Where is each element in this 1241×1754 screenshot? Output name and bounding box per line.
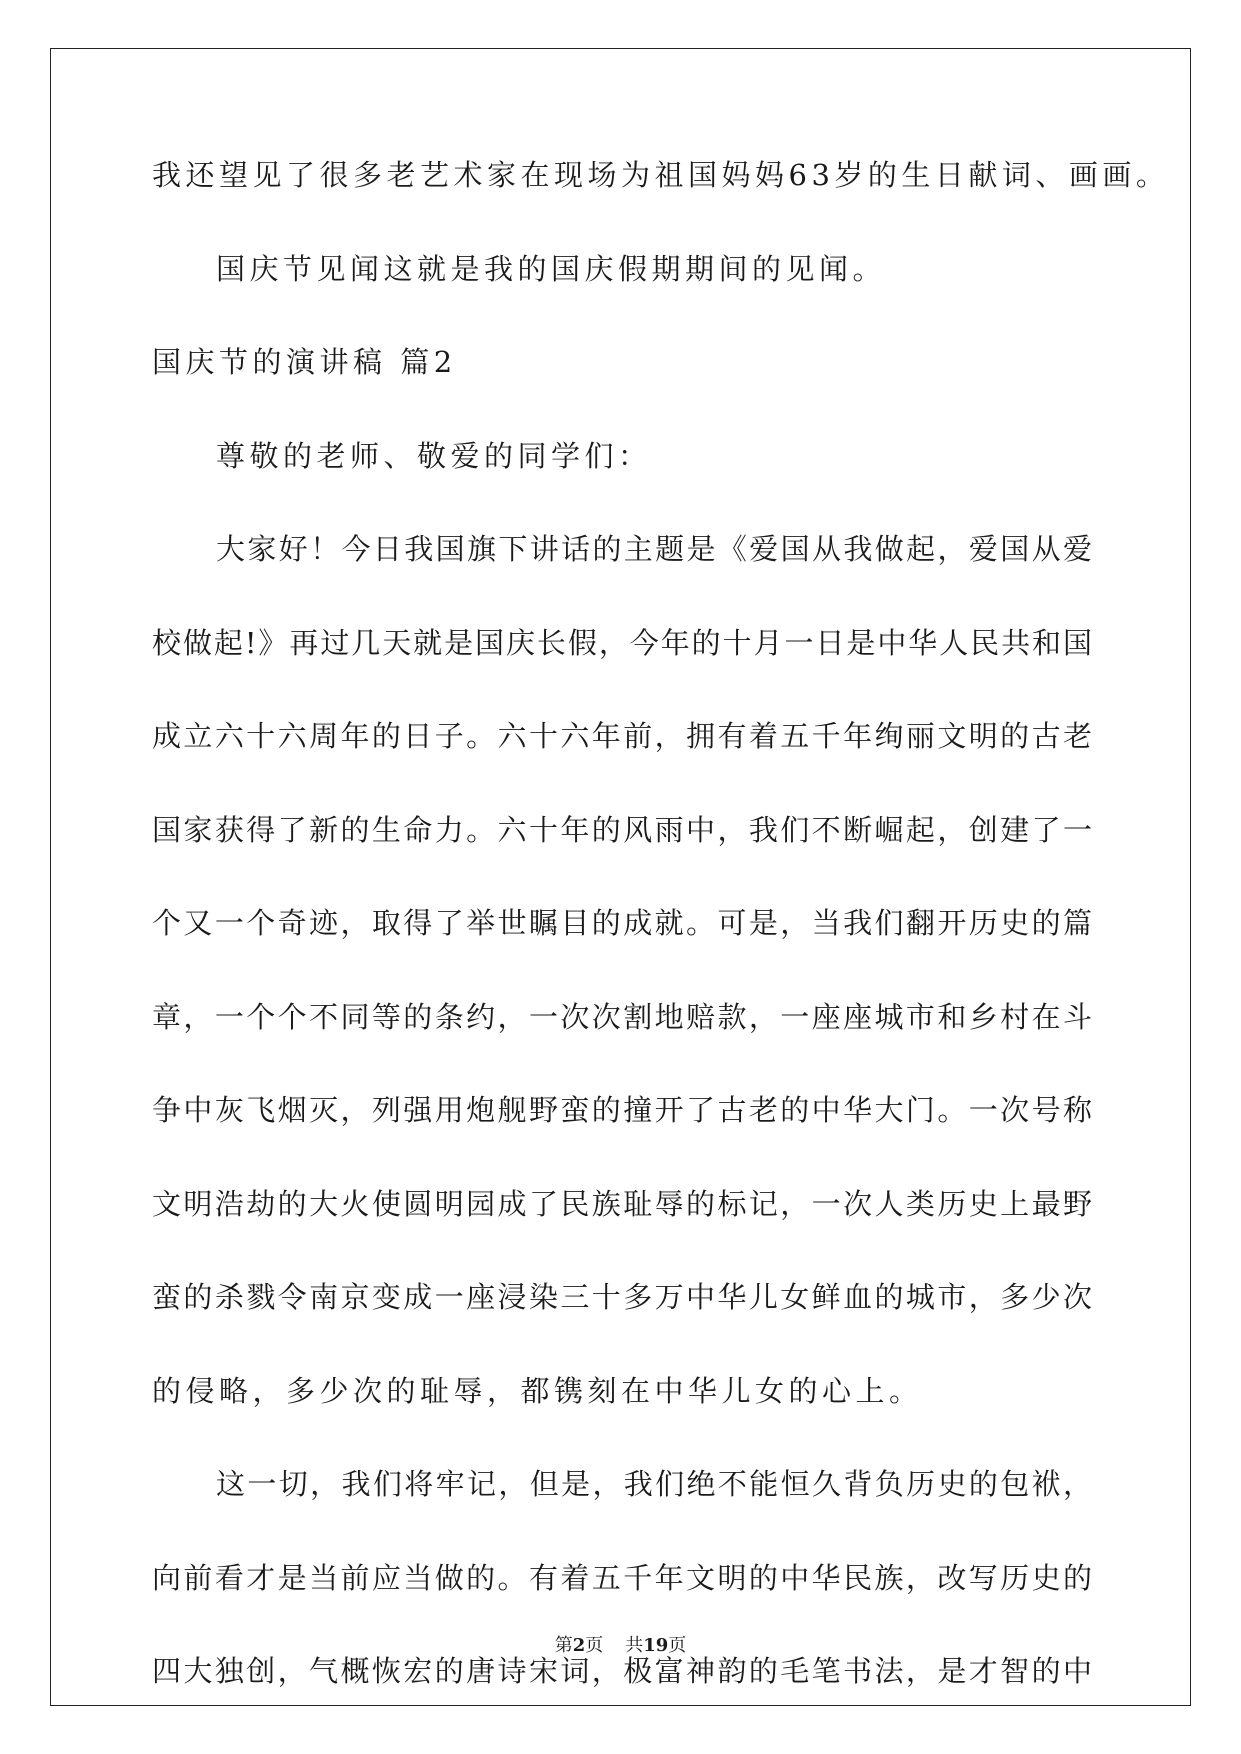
salutation: 尊敬的老师、敬爱的同学们： <box>216 438 652 473</box>
total-prefix: 共 <box>625 1635 644 1656</box>
text-line: 争中灰飞烟灭，列强用炮舰野蛮的撞开了古老的中华大门。一次号称 <box>152 1093 1092 1127</box>
text-line: 国庆节见闻这就是我的国庆假期期间的见闻。 <box>216 251 887 286</box>
text-line: 我还望见了很多老艺术家在现场为祖国妈妈63岁的生日献词、画画。 <box>152 158 1170 192</box>
text-line: 这一切，我们将牢记，但是，我们绝不能恒久背负历史的包袱， <box>216 1467 1092 1501</box>
page-prefix: 第 <box>554 1635 573 1656</box>
text-line: 校做起!》再过几天就是国庆长假，今年的十月一日是中华人民共和国 <box>152 625 1092 660</box>
text-line: 四大独创，气概恢宏的唐诗宋词，极富神韵的毛笔书法，是才智的中 <box>152 1654 1092 1688</box>
text-line: 国家获得了新的生命力。六十年的风雨中，我们不断崛起，创建了一 <box>152 812 1092 847</box>
document-body <box>152 158 1170 1688</box>
section-heading: 国庆节的演讲稿 篇2 <box>152 345 457 379</box>
text-line: 蛮的杀戮令南京变成一座浸染三十多万中华儿女鲜血的城市，多少次 <box>152 1280 1092 1314</box>
text-line: 向前看才是当前应当做的。有着五千年文明的中华民族，改写历史的 <box>152 1560 1092 1595</box>
text-line: 成立六十六周年的日子。六十六年前，拥有着五千年绚丽文明的古老 <box>152 719 1092 753</box>
text-line: 个又一个奇迹，取得了举世瞩目的成就。可是，当我们翻开历史的篇 <box>152 906 1092 940</box>
page-suffix: 页 <box>585 1635 604 1656</box>
text-line: 文明浩劫的大火使圆明园成了民族耻辱的标记，一次人类历史上最野 <box>152 1186 1092 1221</box>
text-line: 大家好！今日我国旗下讲话的主题是《爱国从我做起，爱国从爱 <box>216 532 1092 566</box>
text-line: 章，一个个不同等的条约，一次次割地赔款，一座座城市和乡村在斗 <box>152 999 1092 1034</box>
total-pages: 19 <box>643 1635 669 1656</box>
total-suffix: 页 <box>668 1635 687 1656</box>
page-footer <box>0 1631 1241 1657</box>
text-line: 的侵略，多少次的耻辱，都镌刻在中华儿女的心上。 <box>152 1373 923 1408</box>
page-number: 2 <box>572 1635 586 1656</box>
